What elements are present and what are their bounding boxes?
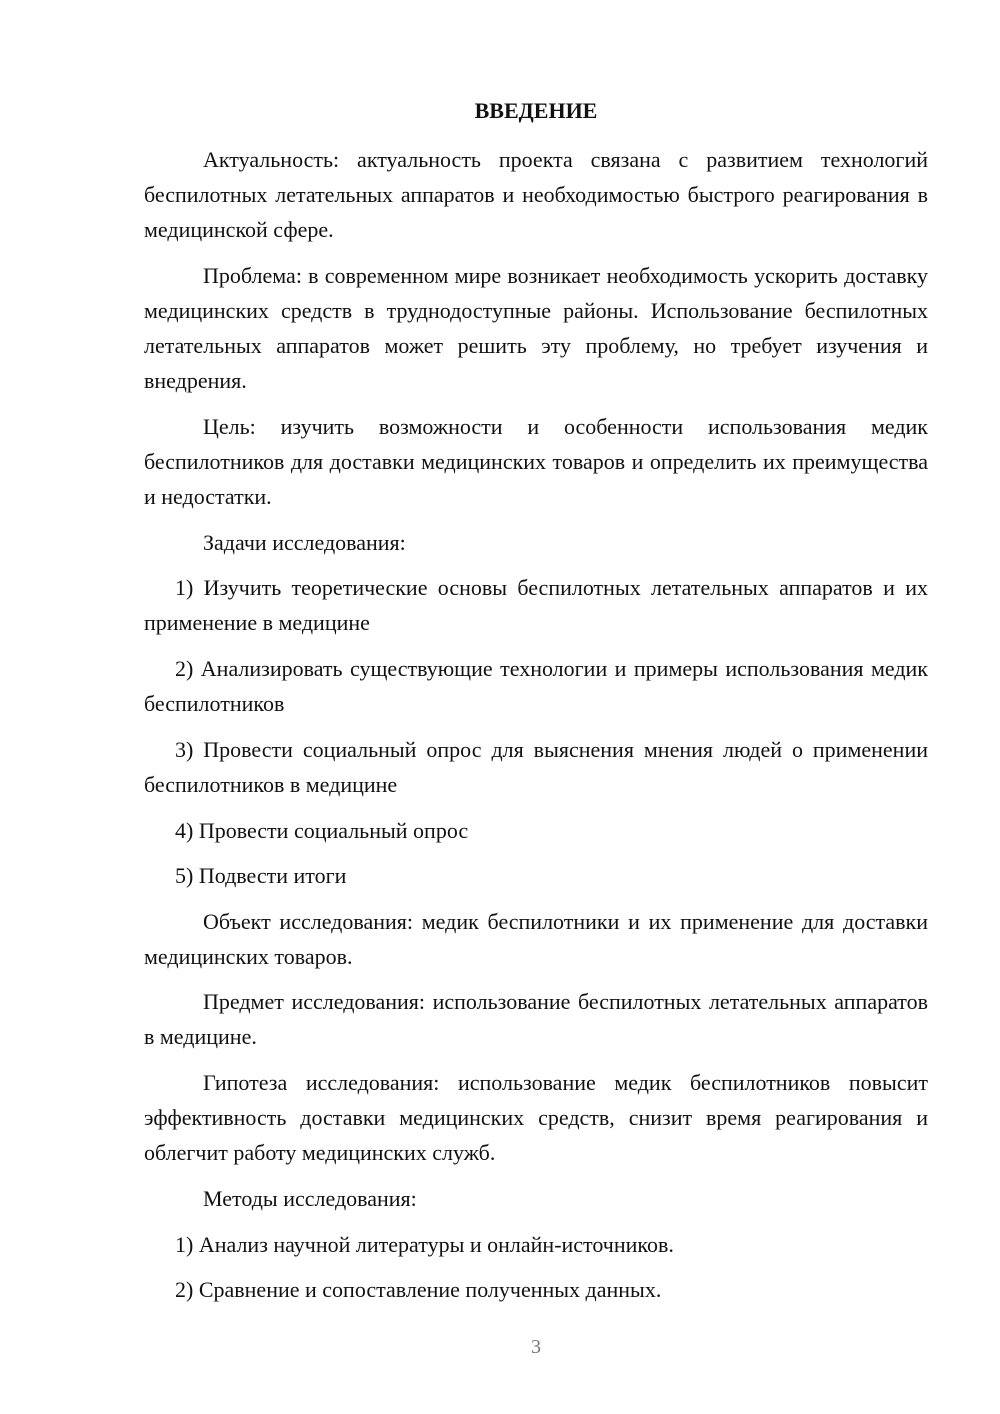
- paragraph-subject: Предмет исследования: использование беспилотных летательных аппаратов в медицине.: [144, 989, 928, 1049]
- page-number: 3: [531, 1336, 541, 1358]
- task-item-5: 5) Подвести итоги: [175, 863, 347, 888]
- method-item-2: 2) Сравнение и сопоставление полученных данных.: [175, 1277, 662, 1302]
- task-item-2: 2) Анализировать существующие технологии и примеры использования медик беспилотников: [144, 656, 928, 716]
- task-item-3: 3) Провести социальный опрос для выяснения мнения людей о применении беспилотников в медицине: [144, 737, 928, 797]
- method-item-1: 1) Анализ научной литературы и онлайн-источников.: [175, 1232, 674, 1257]
- paragraph-object: Объект исследования: медик беспилотники и их применение для доставки медицинских товаров.: [144, 909, 928, 969]
- methods-title: Методы исследования:: [203, 1186, 417, 1211]
- tasks-title: Задачи исследования:: [203, 530, 406, 555]
- task-item-4: 4) Провести социальный опрос: [175, 818, 469, 843]
- section-heading: ВВЕДЕНИЕ: [474, 98, 598, 123]
- task-item-1: 1) Изучить теоретические основы беспилотных летательных аппаратов и их применение в медицине: [144, 575, 928, 635]
- paragraph-relevance: Актуальность: актуальность проекта связана с развитием технологий беспилотных летательных аппаратов и необходимостью быстрого реагирования в медицинской сфере.: [144, 147, 928, 242]
- paragraph-hypothesis: Гипотеза исследования: использование медик беспилотников повысит эффективность доставки медицинских средств, снизит время реагирования и облегчит работу медицинских служб.: [144, 1070, 928, 1165]
- paragraph-goal: Цель: изучить возможности и особенности использования медик беспилотников для доставки медицинских товаров и определить их преимущества и недостатки.: [144, 414, 928, 509]
- paragraph-problem: Проблема: в современном мире возникает необходимость ускорить доставку медицинских средств в труднодоступные районы. Использование беспилотных летательных аппаратов может решить эту проблему, но требует изучения и внедрения.: [144, 263, 928, 393]
